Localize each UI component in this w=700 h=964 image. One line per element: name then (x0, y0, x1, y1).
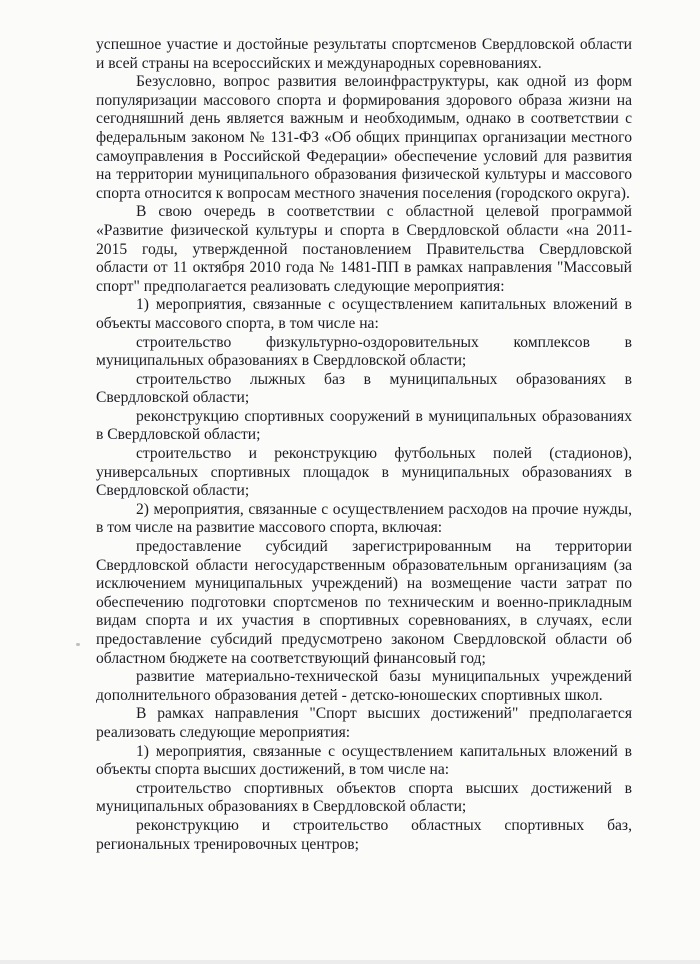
paragraph-continuation: успешное участие и достойные результаты спортсменов Свердловской области и всей страны на всероссийских и международных соревнованиях. (96, 36, 632, 72)
scan-speck (76, 643, 80, 646)
paragraph-velo-infrastructure: Безусловно, вопрос развития велоинфраструктуры, как одной из форм популяризации массового спорта и формирования здорового образа жизни на сегодняшний день является важным и необходимым, однако в соответствии с федеральным законом № 131-ФЗ «Об общих принципах организации местного самоуправления в Российской Федерации» обеспечение условий для развития на территории муниципального образования физической культуры и массового спорта относится к вопросам местного значения поселения (городского округа). (96, 73, 632, 202)
list-item-ski-bases: строительство лыжных баз в муниципальных образованиях в Свердловской области; (96, 370, 632, 407)
paragraph-high-achievement-item-1: 1) мероприятия, связанные с осуществлением капитальных вложений в объекты спорта высших достижений, в том числе на: (96, 742, 632, 779)
list-item-material-base: развитие материально-технической базы муниципальных учреждений дополнительного образования детей - детско-юношеских спортивных школ. (96, 668, 632, 704)
page-bottom-edge (0, 960, 700, 964)
list-item-sports-facilities: реконструкцию спортивных сооружений в муниципальных образованиях в Свердловской области; (96, 407, 632, 444)
list-item-training-centers: реконструкцию и строительство областных спортивных баз, региональных тренировочных центров; (96, 816, 632, 853)
paragraph-mass-sport-item-2: 2) мероприятия, связанные с осуществлением расходов на прочие нужды, в том числе на развитие массового спорта, включая: (96, 500, 632, 537)
paragraph-mass-sport-item-1: 1) мероприятия, связанные с осуществлением капитальных вложений в объекты массового спорта, в том числе на: (96, 296, 632, 332)
list-item-high-achievement-objects: строительство спортивных объектов спорта высших достижений в муниципальных образованиях в Свердловской области; (96, 779, 632, 816)
list-item-football-fields: строительство и реконструкцию футбольных полей (стадионов), универсальных спортивных площадок в муниципальных образованиях в Свердловской области; (96, 445, 632, 500)
paragraph-regional-program: В свою очередь в соответствии с областной целевой программой «Развитие физической культуры и спорта в Свердловской области «на 2011-2015 годы, утвержденной постановлением Правительства Свердловской области от 11 октября 2010 года № 1481-ПП в рамках направления "Массовый спорт" предполагается реализовать следующие мероприятия: (96, 203, 632, 295)
list-item-subsidies: предоставление субсидий зарегистрированным на территории Свердловской области негосударственным образовательным организациям (за исключением муниципальных учреждений) на возмещение части затрат по обеспечению подготовки спортсменов по техническим и военно-прикладным видам спорта и их участия в спортивных соревнованиях, в случаях, если предоставление субсидий предусмотрено законом Свердловской области об областном бюджете на соответствующий финансовый год; (96, 538, 632, 667)
list-item-fitness-complexes: строительство физкультурно-оздоровительных комплексов в муниципальных образованиях в Свердловской области; (96, 333, 632, 370)
document-body (96, 36, 632, 854)
paragraph-high-achievement-sport: В рамках направления "Спорт высших достижений" предполагается реализовать следующие мероприятия: (96, 705, 632, 741)
